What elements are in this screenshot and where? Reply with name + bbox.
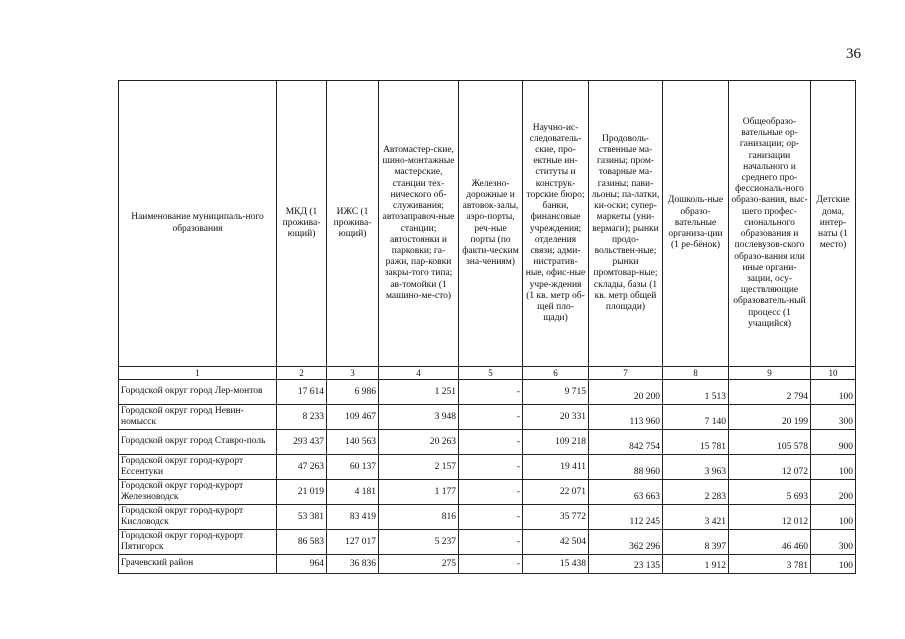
header-cell: МКД (1 прожива-ющий)	[277, 81, 327, 367]
value-cell: 200	[811, 480, 856, 505]
value-cell: 5 693	[729, 480, 811, 505]
table-body	[119, 380, 856, 574]
column-number: 9	[729, 367, 811, 380]
value-cell: 53 381	[277, 505, 327, 530]
municipality-name-cell: Городской округ город-курорт Ессентуки	[119, 455, 277, 480]
value-cell: 1 513	[663, 380, 729, 405]
header-cell: Дошколь-ные образо-вательные организа-ции (1 ре-бёнок)	[663, 81, 729, 367]
column-number: 3	[327, 367, 379, 380]
value-cell: 100	[811, 455, 856, 480]
page-number: 36	[846, 46, 861, 62]
value-cell: 7 140	[663, 405, 729, 430]
value-cell: 300	[811, 405, 856, 430]
header-cell: Научно-ис-следователь-ские, про-ектные ин-ституты и конструк-торские бюро; банки, финансовые учреждения; отделения связи; адми-нистратив-ные, офис-ные учре-ждения (1 кв. метр об-щей пло-щади)	[523, 81, 589, 367]
value-cell: 20 331	[523, 405, 589, 430]
value-cell: 112 245	[589, 505, 663, 530]
value-cell: 21 019	[277, 480, 327, 505]
value-cell: 20 199	[729, 405, 811, 430]
value-cell: 2 794	[729, 380, 811, 405]
table-row	[119, 405, 856, 430]
municipality-name-cell: Городской округ город-курорт Кисловодск	[119, 505, 277, 530]
column-number: 7	[589, 367, 663, 380]
table-row	[119, 505, 856, 530]
value-cell: 19 411	[523, 455, 589, 480]
value-cell: 42 504	[523, 530, 589, 555]
municipality-name-cell: Городской округ город Невин-номысск	[119, 405, 277, 430]
value-cell: 964	[277, 555, 327, 574]
value-cell: 275	[379, 555, 459, 574]
value-cell: 15 438	[523, 555, 589, 574]
value-cell: -	[459, 480, 523, 505]
value-cell: -	[459, 430, 523, 455]
column-number: 4	[379, 367, 459, 380]
table-row	[119, 455, 856, 480]
value-cell: 6 986	[327, 380, 379, 405]
value-cell: 100	[811, 555, 856, 574]
column-number: 8	[663, 367, 729, 380]
value-cell: 3 421	[663, 505, 729, 530]
value-cell: 100	[811, 380, 856, 405]
value-cell: 1 177	[379, 480, 459, 505]
municipality-name-cell: Городской округ город-курорт Пятигорск	[119, 530, 277, 555]
column-number: 2	[277, 367, 327, 380]
municipality-name-cell: Городской округ город-курорт Железноводск	[119, 480, 277, 505]
table-row	[119, 530, 856, 555]
value-cell: 47 263	[277, 455, 327, 480]
value-cell: 63 663	[589, 480, 663, 505]
municipality-name-cell: Грачевский район	[119, 555, 277, 574]
value-cell: 2 283	[663, 480, 729, 505]
value-cell: 113 960	[589, 405, 663, 430]
header-cell: Железно-дорожные и автовок-залы, аэро-порты, реч-ные порты (по факти-ческим зна-чениям)	[459, 81, 523, 367]
value-cell: 5 237	[379, 530, 459, 555]
column-number: 1	[119, 367, 277, 380]
value-cell: 12 012	[729, 505, 811, 530]
value-cell: 109 218	[523, 430, 589, 455]
value-cell: 83 419	[327, 505, 379, 530]
header-cell: ИЖС (1 прожива-ющий)	[327, 81, 379, 367]
value-cell: 300	[811, 530, 856, 555]
value-cell: 88 960	[589, 455, 663, 480]
header-cell: Общеобразо-вательные ор-ганизации; ор-ганизации начального и среднего про-фессиональ-ного образо-вания, выс-шего профес-сионального образования и послевузов-ского образо-вания или иные органи-зации, осу-ществляющие образователь-ный процесс (1 учащийся)	[729, 81, 811, 367]
value-cell: 1 251	[379, 380, 459, 405]
value-cell: -	[459, 405, 523, 430]
value-cell: 140 563	[327, 430, 379, 455]
value-cell: 23 135	[589, 555, 663, 574]
table-row	[119, 430, 856, 455]
data-table	[118, 80, 856, 574]
value-cell: 816	[379, 505, 459, 530]
value-cell: 3 963	[663, 455, 729, 480]
header-cell: Наименование муниципаль-ного образования	[119, 81, 277, 367]
column-number: 6	[523, 367, 589, 380]
municipality-name-cell: Городской округ город Ставро-поль	[119, 430, 277, 455]
value-cell: 3 948	[379, 405, 459, 430]
value-cell: -	[459, 530, 523, 555]
value-cell: 127 017	[327, 530, 379, 555]
value-cell: 900	[811, 430, 856, 455]
value-cell: 8 233	[277, 405, 327, 430]
value-cell: 15 781	[663, 430, 729, 455]
column-number: 5	[459, 367, 523, 380]
value-cell: 22 071	[523, 480, 589, 505]
value-cell: 9 715	[523, 380, 589, 405]
value-cell: 105 578	[729, 430, 811, 455]
value-cell: 2 157	[379, 455, 459, 480]
value-cell: 1 912	[663, 555, 729, 574]
header-cell: Детские дома, интер-наты (1 место)	[811, 81, 856, 367]
value-cell: 8 397	[663, 530, 729, 555]
value-cell: 36 836	[327, 555, 379, 574]
value-cell: 60 137	[327, 455, 379, 480]
value-cell: -	[459, 555, 523, 574]
value-cell: 4 181	[327, 480, 379, 505]
value-cell: 842 754	[589, 430, 663, 455]
value-cell: -	[459, 505, 523, 530]
value-cell: 35 772	[523, 505, 589, 530]
value-cell: 100	[811, 505, 856, 530]
value-cell: -	[459, 380, 523, 405]
value-cell: -	[459, 455, 523, 480]
table-header-row	[119, 81, 856, 367]
value-cell: 20 200	[589, 380, 663, 405]
column-number: 10	[811, 367, 856, 380]
value-cell: 109 467	[327, 405, 379, 430]
table-row	[119, 480, 856, 505]
value-cell: 86 583	[277, 530, 327, 555]
table-row	[119, 380, 856, 405]
column-number-row	[119, 367, 856, 380]
value-cell: 46 460	[729, 530, 811, 555]
value-cell: 362 296	[589, 530, 663, 555]
header-cell: Автомастер-ские, шино-монтажные мастерские, станции тех-нического об-служивания; автозаправоч-ные станции; автостоянки и парковки; га-ражи, пар-ковки закры-того типа; ав-томойки (1 машино-ме-сто)	[379, 81, 459, 367]
municipality-name-cell: Городской округ город Лер-монтов	[119, 380, 277, 405]
value-cell: 17 614	[277, 380, 327, 405]
value-cell: 20 263	[379, 430, 459, 455]
header-cell: Продоволь-ственные ма-газины; пром-товарные ма-газины; пави-льоны; па-латки, ки-оски; супер-маркеты (уни-вермаги); рынки продо-вольствен-ные; рынки промтовар-ные; склады, базы (1 кв. метр общей площади)	[589, 81, 663, 367]
table-row	[119, 555, 856, 574]
value-cell: 293 437	[277, 430, 327, 455]
value-cell: 3 781	[729, 555, 811, 574]
value-cell: 12 072	[729, 455, 811, 480]
